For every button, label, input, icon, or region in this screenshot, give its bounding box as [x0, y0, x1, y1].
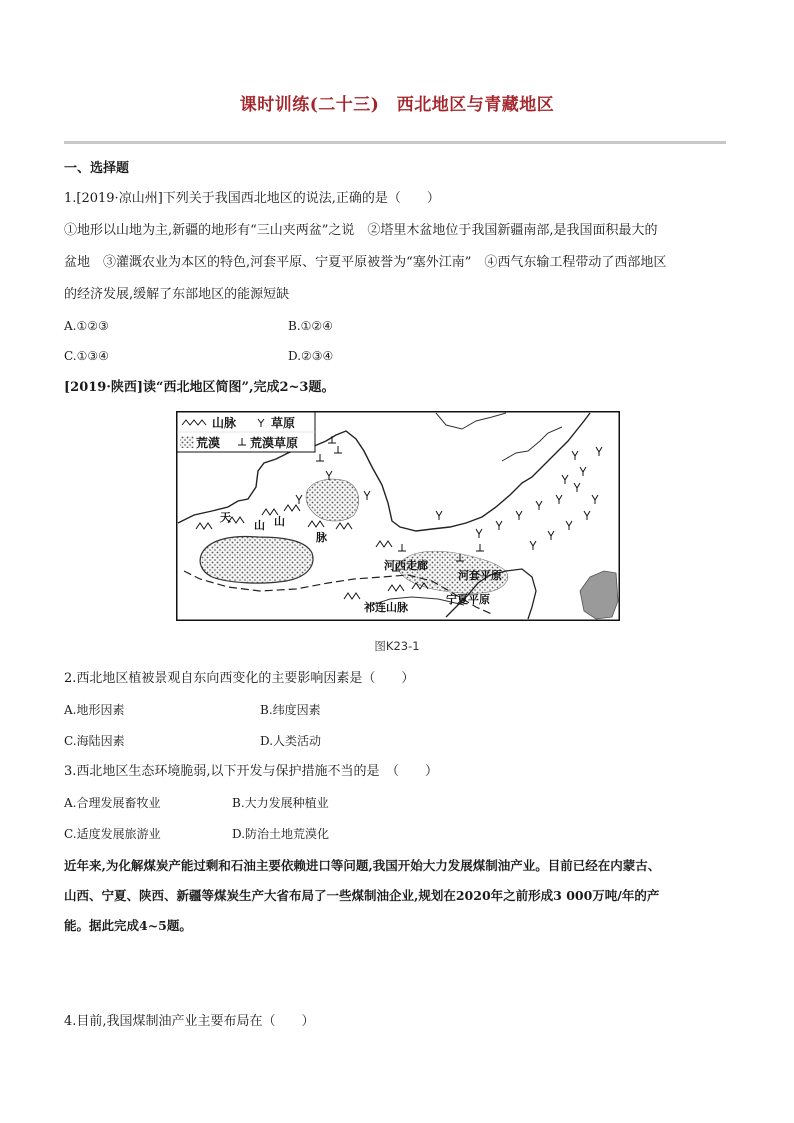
- q1-statement-line: 的经济发展,缓解了东部地区的能源短缺: [64, 287, 290, 302]
- page-title: 课时训练(二十三) 西北地区与青藏地区: [239, 95, 555, 115]
- label-hexi-corridor: 河西走廊: [384, 559, 428, 572]
- legend-mountain: 山脉: [212, 416, 237, 430]
- q1-stem: 1.[2019·凉山州]下列关于我国西北地区的说法,正确的是（ ）: [64, 191, 440, 206]
- desert-legend-icon: [180, 436, 194, 448]
- q1-statement-line: 盆地 ③灌溉农业为本区的特色,河套平原、宁夏平原被誉为“塞外江南” ④西气东输工程带动了西部地区: [64, 255, 667, 270]
- q3-option-d[interactable]: D.防治土地荒漠化: [232, 827, 330, 841]
- q4-5-intro-line: 能。据此完成4~5题。: [64, 918, 192, 933]
- q2-option-c[interactable]: C.海陆因素: [64, 734, 125, 748]
- q4-5-intro-line: 近年来,为化解煤炭产能过剩和石油主要依赖进口等问题,我国开始大力发展煤制油产业。目前已经在内蒙古、: [64, 858, 661, 873]
- label-hetao-plain: 河套平原: [458, 569, 502, 582]
- title-divider: [64, 141, 726, 144]
- label-shan: 山: [254, 519, 265, 532]
- q1-option-a[interactable]: A.①②③: [64, 319, 109, 333]
- label-mai: 脉: [316, 531, 327, 544]
- tarim-desert: [200, 537, 313, 584]
- section-heading: 一、选择题: [64, 161, 130, 176]
- q4-5-intro-line: 山西、宁夏、陕西、新疆等煤炭生产大省布局了一些煤制油企业,规划在2020年之前形成3 000万吨/年的产: [64, 888, 660, 903]
- q4-stem: 4.目前,我国煤制油产业主要布局在（ ）: [64, 1014, 315, 1029]
- label-qilian-mountains: 祁连山脉: [364, 601, 408, 614]
- q1-option-d[interactable]: D.②③④: [288, 349, 334, 363]
- label-ningxia-plain: 宁夏平原: [446, 593, 490, 606]
- q2-option-a[interactable]: A.地形因素: [64, 703, 125, 717]
- q3-option-a[interactable]: A.合理发展畜牧业: [64, 796, 161, 810]
- figure-caption: 图K23-1: [374, 639, 420, 653]
- q2-stem: 2.西北地区植被景观自东向西变化的主要影响因素是（ ）: [64, 671, 415, 686]
- q3-option-c[interactable]: C.适度发展旅游业: [64, 827, 161, 841]
- northwest-map: [176, 411, 620, 621]
- q2-3-intro: [2019·陕西]读“西北地区简图”,完成2~3题。: [64, 380, 335, 395]
- q2-option-d[interactable]: D.人类活动: [260, 734, 322, 748]
- label-shan: 山: [274, 515, 285, 528]
- q3-option-b[interactable]: B.大力发展种植业: [232, 796, 329, 810]
- q3-stem: 3.西北地区生态环境脆弱,以下开发与保护措施不当的是 （ ）: [64, 764, 439, 779]
- q1-option-c[interactable]: C.①③④: [64, 349, 109, 363]
- legend-desert: 荒漠: [196, 436, 221, 450]
- legend-grassland: 草原: [271, 416, 296, 430]
- q1-option-b[interactable]: B.①②④: [288, 319, 333, 333]
- legend-desert-steppe: 荒漠草原: [250, 436, 299, 450]
- label-tian: 天: [220, 511, 231, 524]
- q2-option-b[interactable]: B.纬度因素: [260, 703, 321, 717]
- q1-statement-line: ①地形以山地为主,新疆的地形有“三山夹两盆”之说 ②塔里木盆地位于我国新疆南部,是我国面积最大的: [64, 223, 658, 238]
